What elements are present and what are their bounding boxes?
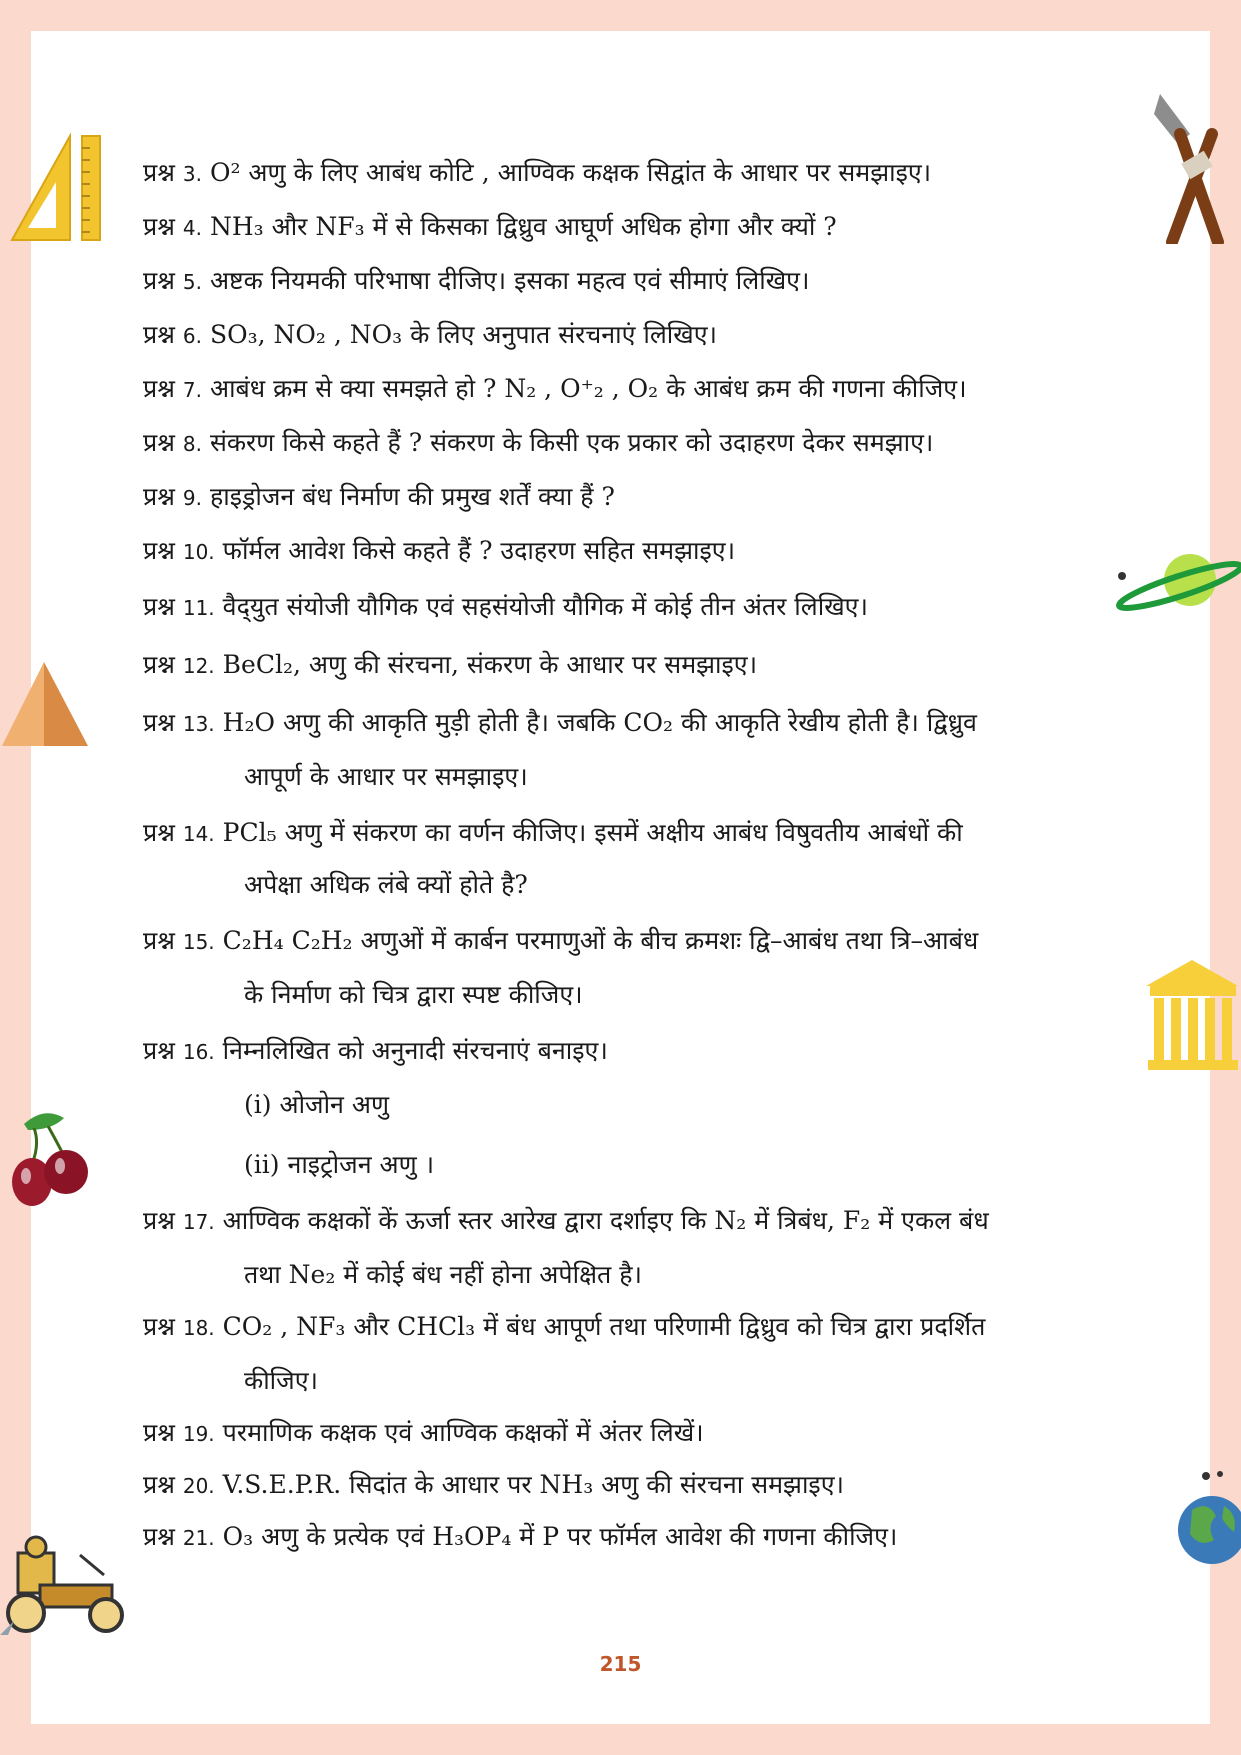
question-7-text: आबंध क्रम से क्या समझते हो ? N₂ , O⁺₂ , O₂ के आबंध क्रम की गणना कीजिए। <box>209 374 967 403</box>
question-3: प्रश्न 3. O² अणु के लिए आबंध कोटि , आण्विक कक्षक सिद्वांत के आधार पर समझाइए। <box>143 158 932 187</box>
question-19-text: परमाणिक कक्षक एवं आण्विक कक्षकों में अंतर लिखें। <box>222 1418 704 1447</box>
question-3-text: O² अणु के लिए आबंध कोटि , आण्विक कक्षक सिद्वांत के आधार पर समझाइए। <box>209 158 932 187</box>
set-square-ruler-icon <box>8 132 104 244</box>
question-4-text: NH₃ और NF₃ में से किसका द्विध्रुव आघूर्ण अधिक होगा और क्यों ? <box>209 212 837 241</box>
globe-icon <box>1172 1470 1241 1570</box>
question-4: प्रश्न 4. NH₃ और NF₃ में से किसका द्विध्रुव आघूर्ण अधिक होगा और क्यों ? <box>143 212 837 241</box>
cherries-icon <box>4 1104 94 1210</box>
question-7: प्रश्न 7. आबंध क्रम से क्या समझते हो ? N₂ , O⁺₂ , O₂ के आबंध क्रम की गणना कीजिए। <box>143 374 967 403</box>
question-18-text: CO₂ , NF₃ और CHCl₃ में बंध आपूर्ण तथा परिणामी द्विध्रुव को चित्र द्वारा प्रदर्शित <box>222 1312 986 1341</box>
question-16-text: निम्नलिखित को अनुनादी संरचनाएं बनाइए। <box>222 1036 608 1065</box>
question-10-text: फॉर्मल आवेश किसे कहते हैं ? उदाहरण सहित समझाइए। <box>222 536 736 565</box>
question-5-text: अष्टक नियमकी परिभाषा दीजिए। इसका महत्व एवं सीमाएं लिखिए। <box>209 266 810 295</box>
page-number: 215 <box>599 1652 642 1676</box>
question-16-item-1: (i) ओजोन अणु <box>244 1090 390 1119</box>
question-10: प्रश्न 10. फॉर्मल आवेश किसे कहते हैं ? उदाहरण सहित समझाइए। <box>143 536 736 565</box>
question-6: प्रश्न 6. SO₃, NO₂ , NO₃ के लिए अनुपात संरचनाएं लिखिए। <box>143 320 718 349</box>
question-11: प्रश्न 11. वैद्‌युत संयोजी यौगिक एवं सहसंयोजी यौगिक में कोई तीन अंतर लिखिए। <box>143 592 868 621</box>
vintage-car-icon <box>0 1535 130 1635</box>
question-13-text: H₂O अणु की आकृति मुड़ी होती है। जबकि CO₂ की आकृति रेखीय होती है। द्विध्रुव <box>222 708 977 737</box>
question-17-text: आण्विक कक्षकों कें ऊर्जा स्तर आरेख द्वारा दर्शाइए कि N₂ में त्रिबंध, F₂ में एकल बंध <box>222 1206 989 1235</box>
question-20-text: V.S.E.P.R. सिदांत के आधार पर NH₃ अणु की संरचना समझाइए। <box>222 1470 844 1499</box>
question-17-continuation: तथा Ne₂ में कोई बंध नहीं होना अपेक्षित है। <box>244 1260 642 1289</box>
pyramid-icon <box>0 660 90 750</box>
question-20: प्रश्न 20. V.S.E.P.R. सिदांत के आधार पर NH₃ अणु की संरचना समझाइए। <box>143 1470 844 1499</box>
question-16-item-2: (ii) नाइट्रोजन अणु । <box>244 1150 435 1179</box>
question-15-continuation: के निर्माण को चित्र द्वारा स्पष्ट कीजिए। <box>244 980 583 1009</box>
question-8-text: संकरण किसे कहते हैं ? संकरण के किसी एक प्रकार को उदाहरण देकर समझाए। <box>209 428 934 457</box>
question-15: प्रश्न 15. C₂H₄ C₂H₂ अणुओं में कार्बन परमाणुओं के बीच क्रमशः द्वि–आबंध तथा त्रि–आबंध <box>143 926 979 955</box>
question-5: प्रश्न 5. अष्टक नियमकी परिभाषा दीजिए। इसका महत्व एवं सीमाएं लिखिए। <box>143 266 810 295</box>
question-21: प्रश्न 21. O₃ अणु के प्रत्येक एवं H₃OP₄ में P पर फॉर्मल आवेश की गणना कीजिए। <box>143 1522 898 1551</box>
question-6-text: SO₃, NO₂ , NO₃ के लिए अनुपात संरचनाएं लिखिए। <box>209 320 718 349</box>
question-13: प्रश्न 13. H₂O अणु की आकृति मुड़ी होती है। जबकि CO₂ की आकृति रेखीय होती है। द्विध्रुव <box>143 708 977 737</box>
planet-icon <box>1110 548 1241 618</box>
question-18-continuation: कीजिए। <box>244 1366 319 1395</box>
question-14-text: PCl₅ अणु में संकरण का वर्णन कीजिए। इसमें अक्षीय आबंध विषुवतीय आबंधों की <box>222 818 963 847</box>
question-13-continuation: आपूर्ण के आधार पर समझाइए। <box>244 762 528 791</box>
question-16: प्रश्न 16. निम्नलिखित को अनुनादी संरचनाएं बनाइए। <box>143 1036 608 1065</box>
question-17: प्रश्न 17. आण्विक कक्षकों कें ऊर्जा स्तर आरेख द्वारा दर्शाइए कि N₂ में त्रिबंध, F₂ में एकल बंध <box>143 1206 989 1235</box>
tools-icon <box>1150 94 1240 244</box>
question-14: प्रश्न 14. PCl₅ अणु में संकरण का वर्णन कीजिए। इसमें अक्षीय आबंध विषुवतीय आबंधों की <box>143 818 963 847</box>
pillared-building-icon <box>1144 958 1241 1072</box>
question-12-text: BeCl₂, अणु की संरचना, संकरण के आधार पर समझाइए। <box>222 650 758 679</box>
question-9-text: हाइड्रोजन बंध निर्माण की प्रमुख शर्तें क्या हैं ? <box>209 482 615 511</box>
question-11-text: वैद्‌युत संयोजी यौगिक एवं सहसंयोजी यौगिक में कोई तीन अंतर लिखिए। <box>222 592 868 621</box>
question-15-text: C₂H₄ C₂H₂ अणुओं में कार्बन परमाणुओं के बीच क्रमशः द्वि–आबंध तथा त्रि–आबंध <box>222 926 979 955</box>
question-19: प्रश्न 19. परमाणिक कक्षक एवं आण्विक कक्षकों में अंतर लिखें। <box>143 1418 704 1447</box>
question-8: प्रश्न 8. संकरण किसे कहते हैं ? संकरण के किसी एक प्रकार को उदाहरण देकर समझाए। <box>143 428 934 457</box>
question-21-text: O₃ अणु के प्रत्येक एवं H₃OP₄ में P पर फॉर्मल आवेश की गणना कीजिए। <box>222 1522 898 1551</box>
question-14-continuation: अपेक्षा अधिक लंबे क्यों होते है? <box>244 870 528 899</box>
question-9: प्रश्न 9. हाइड्रोजन बंध निर्माण की प्रमुख शर्तें क्या हैं ? <box>143 482 615 511</box>
question-18: प्रश्न 18. CO₂ , NF₃ और CHCl₃ में बंध आपूर्ण तथा परिणामी द्विध्रुव को चित्र द्वारा प्रदर्शित <box>143 1312 986 1341</box>
question-12: प्रश्न 12. BeCl₂, अणु की संरचना, संकरण के आधार पर समझाइए। <box>143 650 758 679</box>
